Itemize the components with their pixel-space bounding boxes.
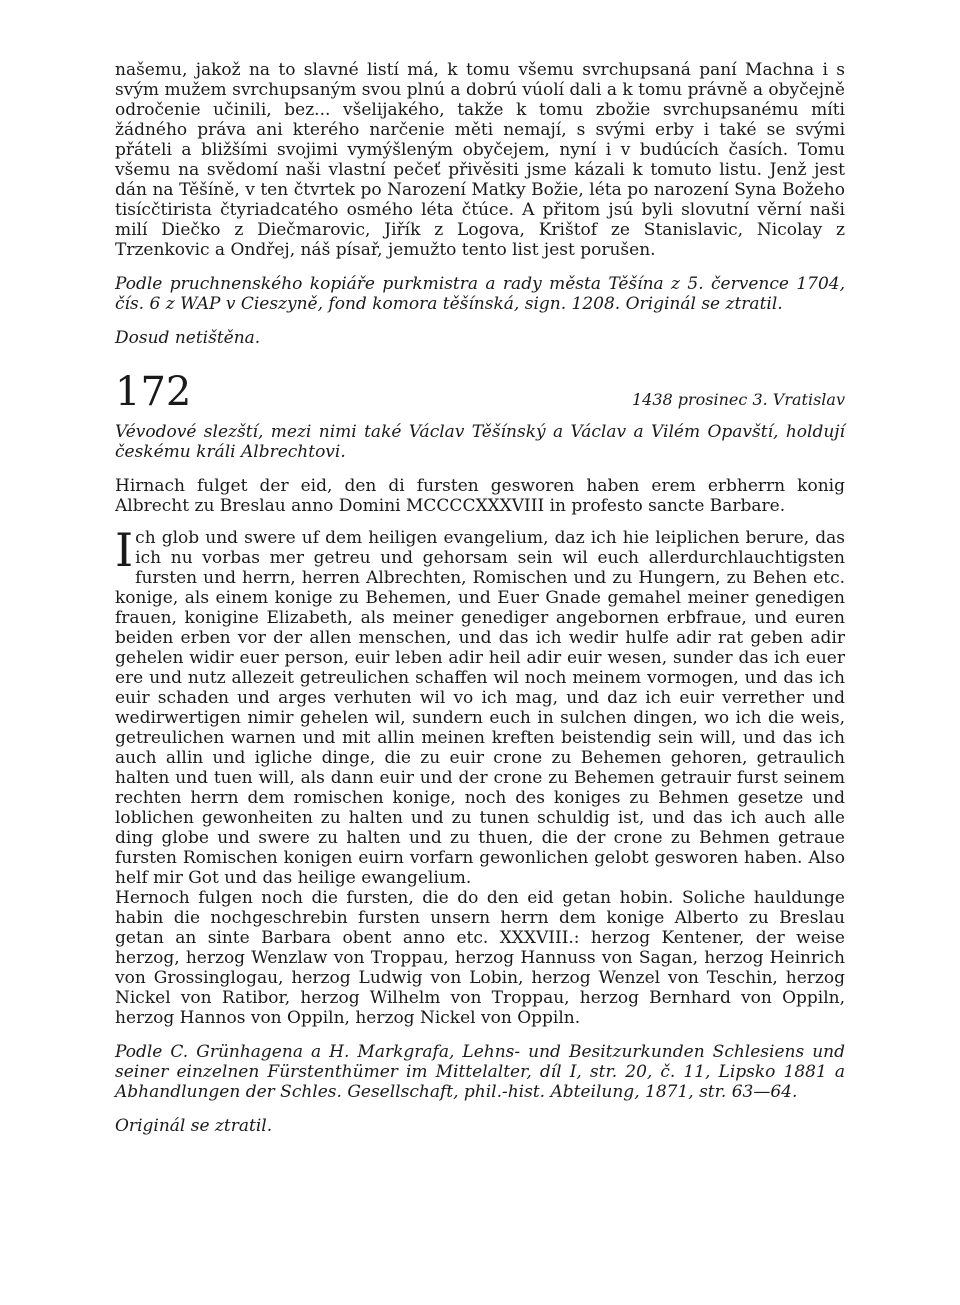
oath-text: ch glob und swere uf dem heiligen evangelium, daz ich hie leiplichen berure, das ich nu vorbas mer getreu und gehorsam sein wil euch allerdurchlauchtigsten fursten und herrn, herren Albrechten, Romischen und zu Hungern, zu Behen etc. konige, als einem konige zu Behemen, und Euer Gnade gemahel meiner genedigen frauen, konigine Elizabeth, als meiner genediger angebornen erbfraue, und euren beiden erben vor der allen menschen, und das ich wedir hulfe adir rat geben adir gehelen widir euer person, euir leben adir heil adir euir wesen, sunder das ich euer ere und nutz allezeit getreulichen schaffen wil noch meinem vormogen, und das ich euir schaden und arges verhuten wil vo ich mag, und daz ich euir verrether und wedirwertigen nimir gehelen wil, sundern euch in sulchen dingen, wo ich die weis, getreulichen warnen und mit allin meinen kreften beistendig sein will, und das ich auch allin und igliche dinge, die zu euir crone zu Behemen gehoren, getraulich halten und tuen will, als dann euir und der crone zu Behemen getrauir furst seinem rechten herrn dem romischen konige, noch des koniges zu Behmen gesetze und loblichen gewonheiten zu halten und zu tunen schuldig ist, und das ich auch alle ding globe und swere zu halten und zu thuen, die der crone zu Behmen getraue fursten Romischen konigen euirn vorfarn gewonlichen gelobt gesworen haben. Also helf mir Got und das heilige ewangelium. — [115, 528, 845, 888]
document-summary: Vévodové slezští, mezi nimi také Václav Těšínský a Václav a Vilém Opavští, holdují českému králi Albrechtovi. — [115, 422, 845, 462]
document-date-place: 1438 prosinec 3. Vratislav — [631, 390, 845, 409]
source-note-previous: Podle pruchnenského kopiáře purkmistra a rady města Těšína z 5. července 1704, čís. 6 z WAP v Cieszyně, fond komora těšínská, sign. 1208. Originál se ztratil. — [115, 274, 845, 314]
original-lost-note: Originál se ztratil. — [115, 1116, 273, 1136]
unpublished-note: Dosud netištěna. — [115, 328, 261, 348]
document-header — [115, 370, 845, 414]
source-note: Podle C. Grünhagena a H. Markgrafa, Lehns- und Besitzurkunden Schlesiens und seiner einzelnen Fürstenthümer im Mittelalter, díl I, str. 20, č. 11, Lipsko 1881 a Abhandlungen der Schles. Gesellschaft, phil.-hist. Abteilung, 1871, str. 63—64. — [115, 1042, 845, 1102]
continuation-paragraph: našemu, jakož na to slavné listí má, k tomu všemu svrchupsaná paní Machna i s svým mužem svrchupsaným svou plnú a dobrú vúolí dali a k tomu právně a obyčejně odročenie učinili, bez... všelijakého, takže k tomu zbožie svrchupsanému míti žádného práva ani kterého narčenie měti nemají, s svými erby i také se svými přáteli a bližšími svojimi vymýšleným obyčejem, nyní i v budúcích časích. Tomu všemu na svědomí naši vlastní pečeť přivěsiti jsme kázali k tomuto listu. Jenž jest dán na Těšíně, v ten čtvrtek po Narození Matky Božie, léta po narození Syna Božeho tisícčtirista čtyriadcatého osmého léta čtúce. A přitom jsú byli slovutní věrní naši milí Diečko z Diečmarovic, Jiřík z Logova, Krištof ze Stanislavic, Nicolay z Trzenkovic a Ondřej, náš písař, jemužto tento list jest porušen. — [115, 60, 845, 260]
document-page — [115, 60, 845, 1136]
document-heading: Hirnach fulget der eid, den di fursten gesworen haben erem erbherrn konig Albrecht zu Breslau anno Domini MCCCCXXXVIII in profesto sancte Barbare. — [115, 476, 845, 516]
oath-paragraph — [115, 523, 845, 888]
document-number: 172 — [115, 369, 192, 415]
drop-cap: I — [115, 523, 134, 577]
princes-paragraph: Hernoch fulgen noch die fursten, die do den eid getan hobin. Soliche hauldunge habin die nochgeschrebin fursten unsern herrn dem konige Alberto zu Breslau getan an sinte Barbara obent anno etc. XXXVIII.: herzog Kentener, der weise herzog, herzog Wenzlaw von Troppau, herzog Hannuss von Sagan, herzog Heinrich von Grossinglogau, herzog Ludwig von Lobin, herzog Wenzel von Teschin, herzog Nickel von Ratibor, herzog Wilhelm von Troppau, herzog Bernhard von Oppiln, herzog Hannos von Oppiln, herzog Nickel von Oppiln. — [115, 888, 845, 1028]
